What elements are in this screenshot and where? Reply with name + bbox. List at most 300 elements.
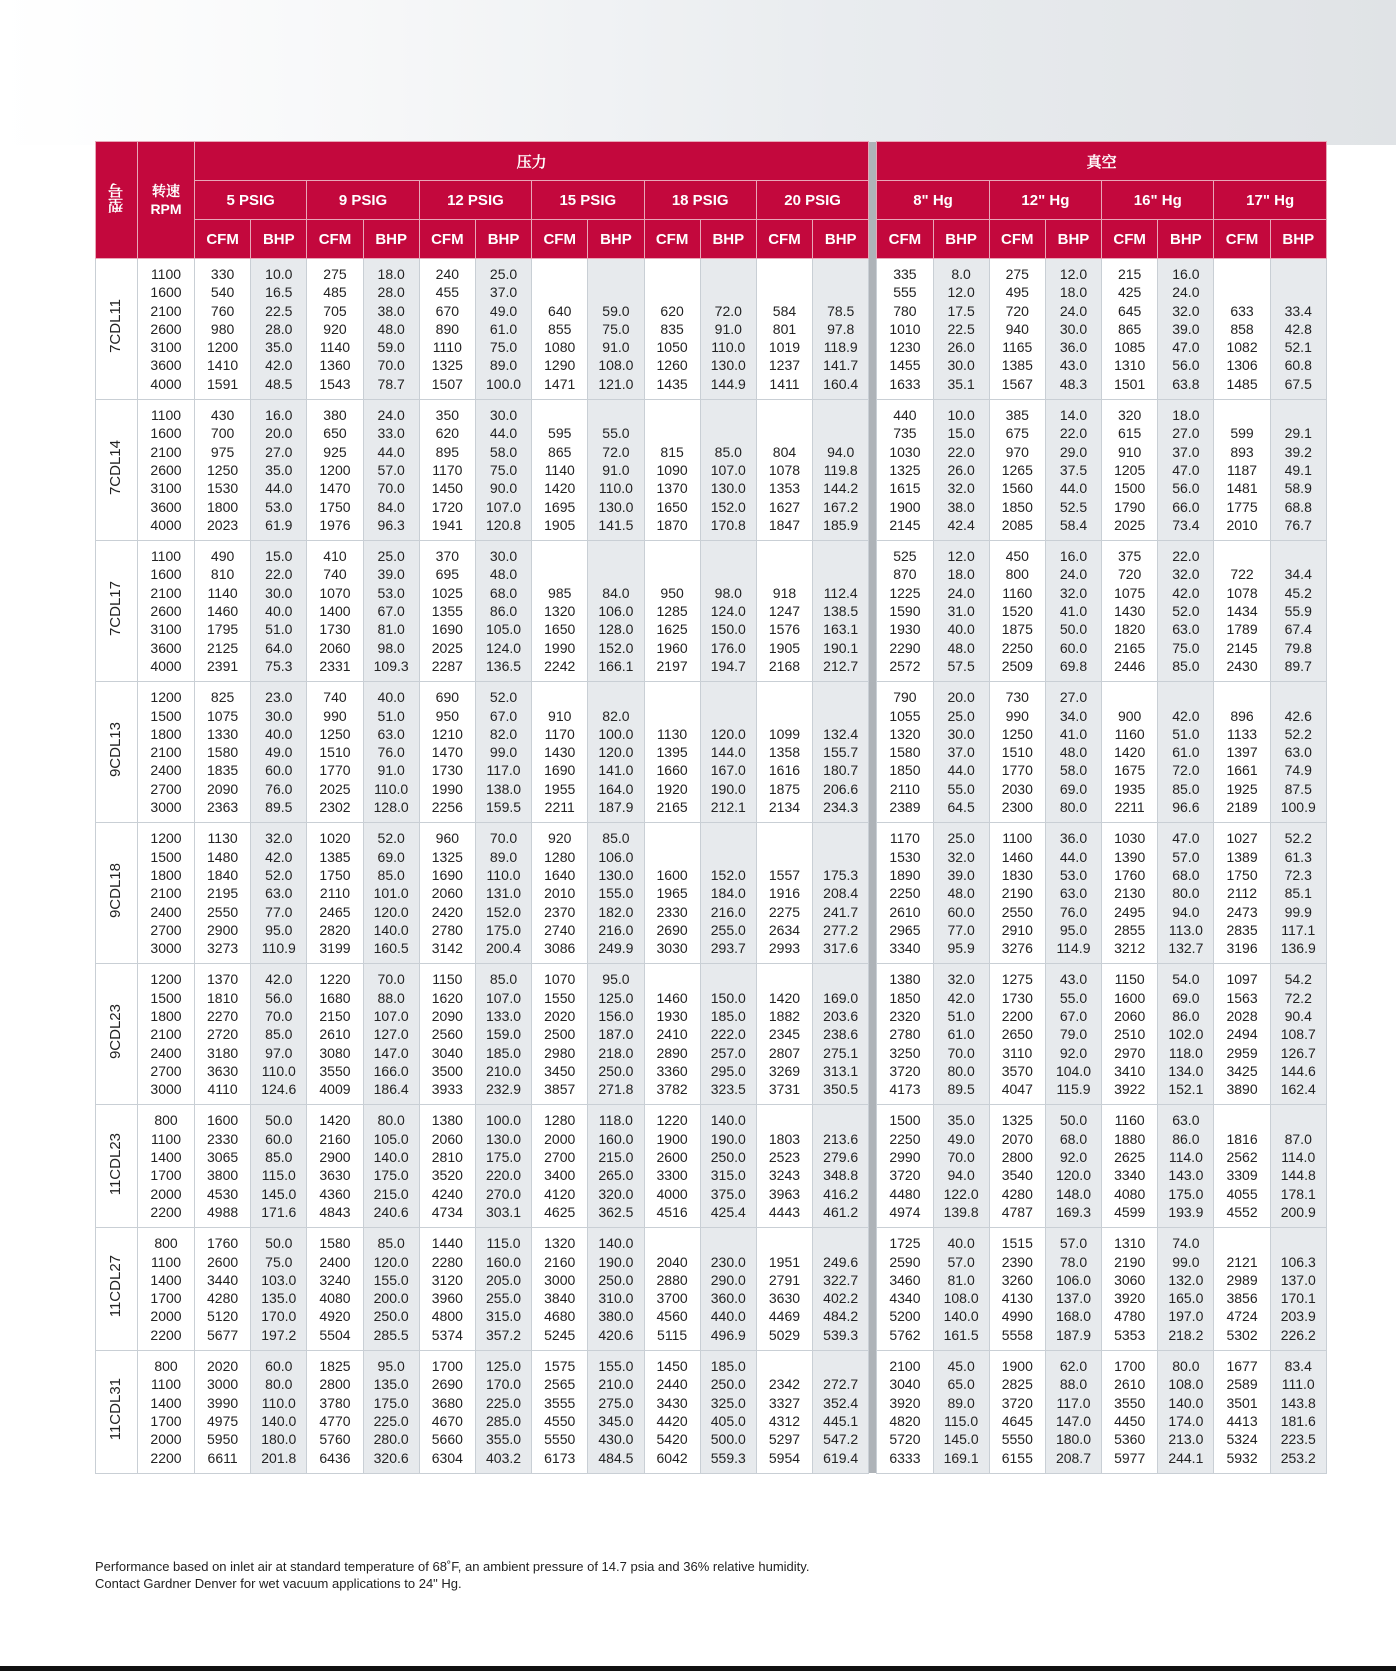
data-value: 3120: [431, 1271, 463, 1288]
data-value: 52.2: [1284, 725, 1312, 742]
data-value: 375.0: [710, 1185, 746, 1202]
data-value: 2302: [319, 799, 351, 816]
data-value: 74.0: [1172, 1235, 1200, 1252]
data-value: 1220: [319, 971, 351, 988]
data-value: 101.0: [373, 885, 409, 902]
cfm-column: [644, 1351, 700, 1474]
data-value: 140.0: [943, 1308, 979, 1325]
data-value: 111.0: [1281, 1376, 1315, 1393]
data-value: 3920: [1114, 1290, 1146, 1307]
group-divider: [869, 1351, 877, 1474]
data-value: 1677: [1226, 1358, 1258, 1375]
rpm-value: 2700: [150, 921, 182, 938]
data-value: 4055: [1226, 1185, 1258, 1202]
data-value: 5954: [768, 1449, 801, 1466]
data-value: 58.0: [1059, 762, 1088, 779]
rpm-value: 1600: [150, 566, 182, 583]
data-value: 65.0: [947, 1376, 975, 1393]
bhp-column: [813, 682, 869, 823]
bhp-column: [363, 400, 419, 541]
rpm-value: 2100: [150, 744, 182, 761]
data-value: 375: [1117, 548, 1142, 565]
data-value: 213.0: [1168, 1431, 1204, 1448]
data-value: 1616: [768, 762, 801, 779]
data-value: 1420: [1114, 744, 1146, 761]
bhp-column: [475, 259, 531, 400]
data-value: 85.0: [265, 1149, 293, 1166]
data-value: 52.1: [1284, 339, 1312, 356]
data-value: [813, 424, 868, 442]
data-value: [1102, 688, 1157, 706]
rpm-value: 1500: [150, 707, 182, 724]
data-value: 44.0: [947, 762, 975, 779]
data-value: 1840: [207, 866, 239, 883]
data-value: 130.0: [486, 1130, 522, 1147]
data-value: 4820: [889, 1412, 921, 1429]
data-value: 20.0: [947, 689, 975, 706]
data-value: 271.8: [598, 1081, 634, 1098]
data-value: 1160: [1002, 584, 1033, 601]
rpm-header: 转速 RPM: [138, 142, 195, 259]
data-value: 1880: [1114, 1130, 1146, 1147]
data-value: 790: [893, 689, 917, 706]
data-value: 2510: [1114, 1026, 1146, 1043]
data-value: 37.5: [1059, 461, 1088, 478]
data-value: 800: [1005, 566, 1029, 583]
data-value: 4800: [431, 1308, 463, 1325]
data-value: 1660: [656, 762, 688, 779]
bhp-header: BHP: [363, 220, 419, 259]
data-value: [588, 547, 643, 565]
bhp-column: [933, 541, 989, 682]
data-value: 30.0: [489, 407, 518, 424]
data-value: 44.0: [377, 443, 405, 460]
data-value: [588, 688, 643, 706]
data-value: 2500: [544, 1026, 576, 1043]
data-value: 1030: [889, 443, 921, 460]
data-value: 2562: [1226, 1149, 1258, 1166]
data-value: 100.0: [486, 375, 522, 392]
vacuum-condition-header: 8" Hg: [877, 181, 989, 220]
data-value: 1325: [1001, 1112, 1033, 1129]
data-value: 95.0: [1059, 921, 1088, 938]
bhp-column: [363, 1351, 419, 1474]
cfm-column: [419, 964, 475, 1105]
cfm-column: [989, 1351, 1045, 1474]
data-value: 75.0: [265, 1253, 293, 1270]
data-value: 1760: [1114, 866, 1146, 883]
data-value: 52.0: [1172, 603, 1200, 620]
data-value: 1543: [319, 375, 351, 392]
data-value: 1055: [889, 707, 921, 724]
data-value: [588, 265, 643, 283]
cfm-column: [644, 964, 700, 1105]
cfm-column: [756, 682, 812, 823]
rpm-value: 1100: [150, 1253, 182, 1270]
data-value: 1360: [319, 357, 351, 374]
data-value: [701, 970, 756, 988]
data-value: 3440: [207, 1271, 239, 1288]
data-value: 49.0: [947, 1130, 975, 1147]
group-divider: [869, 259, 877, 400]
cfm-column: [419, 682, 475, 823]
data-value: 1470: [431, 744, 463, 761]
data-value: 3856: [1226, 1290, 1258, 1307]
cfm-column: [1214, 1228, 1270, 1351]
cfm-column: [989, 964, 1045, 1105]
pressure-condition-header: 9 PSIG: [307, 181, 419, 220]
data-value: 1306: [1226, 357, 1258, 374]
data-value: 86.0: [1172, 1130, 1200, 1147]
data-value: 52.0: [377, 830, 405, 847]
data-value: 30.0: [265, 584, 293, 601]
data-value: 1640: [544, 866, 576, 883]
data-value: 1875: [1001, 621, 1033, 638]
data-value: 26.0: [947, 461, 975, 478]
data-value: 700: [210, 425, 235, 442]
data-value: 1615: [889, 480, 921, 497]
data-value: 1520: [1001, 603, 1033, 620]
bhp-column: [933, 682, 989, 823]
cfm-column: [307, 1228, 363, 1351]
data-value: 2400: [319, 1253, 351, 1270]
cfm-column: [419, 1351, 475, 1474]
data-value: 106.0: [598, 603, 634, 620]
rpm-value: 2100: [150, 302, 182, 319]
data-value: 1725: [889, 1235, 921, 1252]
bhp-header: BHP: [475, 220, 531, 259]
data-value: 780: [893, 302, 917, 319]
data-value: 64.5: [947, 799, 975, 816]
data-value: 640: [548, 302, 572, 319]
data-value: 137.0: [1055, 1290, 1091, 1307]
data-value: 2820: [319, 921, 351, 938]
data-value: 1690: [431, 866, 463, 883]
bhp-column: [363, 541, 419, 682]
data-value: 89.5: [265, 799, 293, 816]
data-value: 1930: [889, 621, 921, 638]
model-name: 7CDL17: [96, 541, 138, 682]
data-value: 620: [435, 425, 460, 442]
data-value: 152.0: [598, 639, 634, 656]
cfm-column: [877, 1228, 933, 1351]
rpm-value: 2200: [150, 1203, 182, 1220]
group-divider: [869, 964, 877, 1105]
data-value: 51.0: [265, 621, 293, 638]
data-value: 1100: [1002, 830, 1033, 847]
data-value: 1460: [1001, 848, 1033, 865]
data-value: 1580: [319, 1235, 351, 1252]
data-value: 1501: [1114, 375, 1146, 392]
data-value: 90.0: [489, 480, 518, 497]
data-value: 114.0: [1168, 1149, 1203, 1166]
data-value: 3243: [768, 1167, 801, 1184]
data-value: 990: [323, 707, 347, 724]
data-value: 4130: [1001, 1290, 1033, 1307]
data-value: 484.2: [823, 1308, 859, 1325]
data-value: 126.7: [1280, 1044, 1316, 1061]
model-name: 9CDL13: [96, 682, 138, 823]
data-value: 80.0: [1172, 885, 1200, 902]
cfm-column: [1214, 964, 1270, 1105]
data-value: 1941: [431, 516, 463, 533]
data-value: 120.0: [598, 744, 634, 761]
data-value: [645, 1234, 700, 1252]
bhp-column: [1158, 259, 1214, 400]
rpm-value: 800: [154, 1112, 178, 1129]
data-value: 72.3: [1284, 866, 1312, 883]
data-value: 1385: [319, 848, 351, 865]
data-value: 4843: [319, 1203, 351, 1220]
data-value: 70.0: [377, 480, 405, 497]
data-value: 144.6: [1280, 1062, 1316, 1079]
vacuum-condition-header: 12" Hg: [989, 181, 1101, 220]
data-value: 249.6: [823, 1253, 859, 1270]
cfm-column: [644, 823, 700, 964]
data-value: 58.9: [1284, 480, 1312, 497]
data-value: 147.0: [373, 1044, 409, 1061]
data-value: 185.0: [486, 1044, 522, 1061]
bhp-column: [251, 1351, 307, 1474]
data-value: 200.0: [373, 1290, 409, 1307]
data-value: 4724: [1226, 1308, 1258, 1325]
data-value: 5558: [1001, 1326, 1033, 1343]
data-value: 2320: [889, 1007, 921, 1024]
rpm-value: 1100: [150, 548, 182, 565]
rpm-value: 800: [154, 1235, 178, 1252]
data-value: 118.9: [823, 339, 858, 356]
data-value: 3142: [431, 940, 463, 957]
data-value: 1280: [544, 1112, 576, 1129]
data-value: [701, 1234, 756, 1252]
data-value: 53.0: [265, 498, 293, 515]
cfm-column: [532, 400, 588, 541]
data-value: 145.0: [943, 1431, 979, 1448]
bhp-column: [933, 964, 989, 1105]
bhp-header: BHP: [700, 220, 756, 259]
data-value: 2070: [1001, 1130, 1033, 1147]
data-value: 2300: [1001, 799, 1033, 816]
data-value: 8.0: [951, 266, 971, 282]
bhp-column: [1158, 1228, 1214, 1351]
data-value: 60.0: [1059, 639, 1088, 656]
bhp-column: [588, 400, 644, 541]
rpm-value: 3000: [150, 799, 182, 816]
data-value: 4009: [319, 1081, 351, 1098]
data-value: 27.0: [1172, 425, 1200, 442]
data-value: 39.0: [947, 866, 975, 883]
data-value: 57.0: [1059, 1235, 1088, 1252]
data-value: 212.1: [710, 799, 746, 816]
data-value: [645, 688, 700, 706]
bhp-column: [363, 682, 419, 823]
data-value: 48.0: [377, 320, 405, 337]
data-value: 3040: [431, 1044, 463, 1061]
data-value: 4047: [1001, 1081, 1033, 1098]
data-value: 3782: [656, 1081, 688, 1098]
data-value: 1260: [656, 357, 688, 374]
data-value: 200.9: [1280, 1203, 1316, 1220]
data-value: 2370: [544, 903, 576, 920]
data-value: 25.0: [489, 266, 518, 282]
data-value: 44.0: [1059, 480, 1088, 497]
data-value: 4975: [207, 1412, 239, 1429]
data-value: 190.1: [823, 639, 859, 656]
data-value: 3060: [1114, 1271, 1146, 1288]
data-value: 317.6: [823, 940, 859, 957]
data-value: 272.7: [823, 1376, 859, 1393]
data-value: 160.4: [823, 375, 859, 392]
data-value: [1214, 1111, 1269, 1129]
data-value: 3086: [544, 940, 576, 957]
data-value: 2130: [1114, 885, 1146, 902]
data-value: [757, 406, 812, 424]
data-value: 1600: [656, 866, 688, 883]
data-value: 117.0: [486, 762, 521, 779]
data-value: 275: [323, 266, 347, 282]
data-value: 42.4: [947, 516, 975, 533]
data-value: 2625: [1114, 1149, 1146, 1166]
data-value: 4443: [768, 1203, 801, 1220]
data-value: 171.6: [261, 1203, 297, 1220]
cfm-column: [307, 541, 363, 682]
cfm-column: [1214, 682, 1270, 823]
cfm-column: [419, 400, 475, 541]
bhp-column: [475, 1351, 531, 1474]
data-value: 75.0: [1172, 639, 1200, 656]
bhp-column: [1158, 823, 1214, 964]
data-value: 1661: [1226, 762, 1258, 779]
data-value: 75.0: [489, 461, 518, 478]
data-value: 180.0: [1055, 1431, 1091, 1448]
rpm-values: [138, 1228, 195, 1351]
data-value: 385: [1005, 407, 1029, 424]
data-value: 197.0: [1168, 1308, 1204, 1325]
data-value: 695: [435, 566, 460, 583]
rpm-values: [138, 259, 195, 400]
data-value: 3700: [656, 1290, 688, 1307]
data-value: 132.7: [1168, 940, 1204, 957]
data-value: 216.0: [710, 903, 746, 920]
bhp-column: [588, 964, 644, 1105]
data-value: 190.0: [710, 780, 746, 797]
performance-table-wrap: [95, 141, 1322, 1474]
data-value: 5550: [544, 1431, 576, 1448]
bhp-column: [363, 1105, 419, 1228]
data-value: [1214, 283, 1269, 301]
data-value: 1455: [889, 357, 921, 374]
data-value: 1460: [207, 603, 239, 620]
rpm-value: 1400: [150, 1394, 182, 1411]
data-value: 75.3: [265, 657, 293, 674]
bhp-column: [1270, 1228, 1326, 1351]
data-value: 985: [548, 584, 572, 601]
data-value: 5932: [1226, 1449, 1258, 1466]
bhp-column: [813, 259, 869, 400]
data-value: 2165: [656, 799, 688, 816]
data-value: 34.4: [1284, 566, 1312, 583]
data-value: 43.0: [1059, 357, 1088, 374]
model-name: 11CDL31: [96, 1351, 138, 1474]
data-value: 4552: [1226, 1203, 1258, 1220]
data-value: [645, 848, 700, 866]
data-value: 896: [1230, 707, 1254, 724]
data-value: 85.0: [1172, 780, 1200, 797]
data-value: 2112: [1226, 885, 1258, 902]
data-value: 1935: [1114, 780, 1146, 797]
data-value: 1019: [768, 339, 801, 356]
rpm-value: 2200: [150, 1449, 182, 1466]
cfm-column: [877, 1351, 933, 1474]
data-value: 125.0: [486, 1358, 522, 1375]
data-value: 1325: [889, 461, 921, 478]
data-value: 3269: [768, 1062, 801, 1079]
data-value: 187.0: [598, 1026, 634, 1043]
data-value: 1430: [1114, 603, 1146, 620]
data-value: 250.0: [710, 1376, 746, 1393]
data-value: 1510: [1001, 744, 1033, 761]
data-value: 720: [1005, 302, 1029, 319]
rpm-value: 2000: [150, 1185, 182, 1202]
data-value: 2030: [1001, 780, 1033, 797]
data-value: 1090: [656, 461, 688, 478]
data-value: 5720: [889, 1431, 921, 1448]
data-value: 30.0: [947, 725, 975, 742]
cfm-column: [195, 259, 251, 400]
bhp-column: [588, 682, 644, 823]
data-value: 1471: [544, 375, 576, 392]
data-value: 4280: [207, 1290, 239, 1307]
data-value: 1320: [889, 725, 921, 742]
data-value: 1133: [1226, 725, 1258, 742]
data-value: 250.0: [373, 1308, 409, 1325]
data-value: 12.0: [947, 548, 975, 565]
data-value: [1214, 1234, 1269, 1252]
rpm-value: 3000: [150, 940, 182, 957]
cfm-column: [1102, 541, 1158, 682]
data-value: 2690: [431, 1376, 463, 1393]
data-value: [645, 707, 700, 725]
data-value: 4734: [431, 1203, 463, 1220]
data-value: 208.7: [1055, 1449, 1091, 1466]
data-value: 73.4: [1172, 516, 1200, 533]
cfm-column: [195, 400, 251, 541]
data-value: 203.9: [1280, 1308, 1316, 1325]
data-value: 430: [210, 407, 235, 424]
data-value: 69.0: [1172, 989, 1200, 1006]
data-value: 180.7: [823, 762, 859, 779]
data-value: 18.0: [1059, 284, 1088, 301]
cfm-column: [644, 1228, 700, 1351]
data-value: 94.0: [947, 1167, 975, 1184]
cfm-column: [1214, 541, 1270, 682]
bhp-column: [1045, 682, 1101, 823]
data-value: [813, 547, 868, 565]
data-value: 2807: [768, 1044, 801, 1061]
data-value: 89.0: [489, 848, 518, 865]
data-value: 1070: [544, 971, 576, 988]
cfm-column: [1214, 823, 1270, 964]
data-value: 445.1: [823, 1412, 859, 1429]
data-value: 240: [435, 266, 460, 282]
cfm-column: [532, 1105, 588, 1228]
data-value: 166.0: [373, 1062, 409, 1079]
data-value: 1370: [207, 971, 239, 988]
data-value: 1330: [207, 725, 239, 742]
data-value: 193.9: [1168, 1203, 1204, 1220]
data-value: 1237: [768, 357, 801, 374]
data-value: 56.0: [265, 989, 293, 1006]
